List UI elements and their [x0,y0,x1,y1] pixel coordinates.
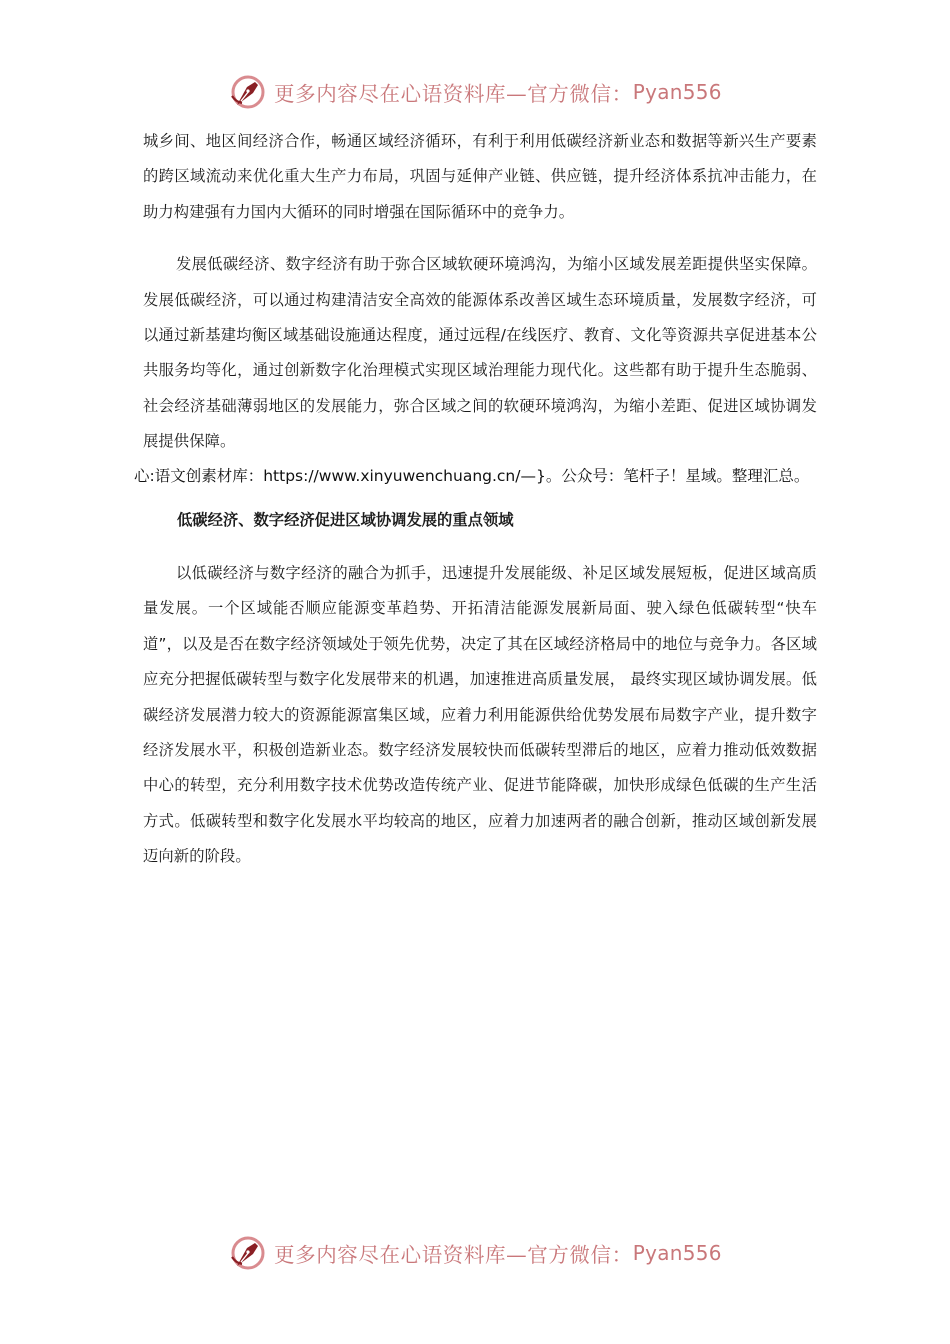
banner-wechat-id: Pyan556 [632,80,722,104]
footer-banner [228,1231,722,1275]
banner-slogan: 更多内容尽在心语资料库—官方微信： [274,82,633,106]
paragraph-1: 城乡间、地区间经济合作，畅通区域经济循环，有利于利用低碳经济新业态和数据等新兴生产要素的跨区域流动来优化重大生产力布局，巩固与延伸产业链、供应链，提升经济体系抗冲击能力，在助力构建强有力国内大循环的同时增强在国际循环中的竞争力。 [143,132,817,221]
paragraph-3: 以低碳经济与数字经济的融合为抓手，迅速提升发展能级、补足区域发展短板，促进区域高质量发展。一个区域能否顺应能源变革趋势、开拓清洁能源发展新局面、驶入绿色低碳转型“快车道”，以及是否在数字经济领域处于领先优势，决定了其在区域经济格局中的地位与竞争力。各区域应充分把握低碳转型与数字化发展带来的机遇，加速推进高质量发展， 最终实现区域协调发展。低碳经济发展潜力较大的资源能源富集区域，应着力利用能源供给优势发展布局数字产业，提升数字经济发展水平，积极创造新业态。数字经济发展较快而低碳转型滞后的地区，应着力推动低效数据中心的转型，充分利用数字技术优势改造传统产业、促进节能降碳，加快形成绿色低碳的生产生活方式。低碳转型和数字化发展水平均较高的地区，应着力加速两者的融合创新，推动区域创新发展迈向新的阶段。 [143,564,817,866]
paragraph-2: 发展低碳经济、数字经济有助于弥合区域软硬环境鸿沟，为缩小区域发展差距提供坚实保障。发展低碳经济，可以通过构建清洁安全高效的能源体系改善区域生态环境质量，发展数字经济，可以通过新基建均衡区域基础设施通达程度，通过远程/在线医疗、教育、文化等资源共享促进基本公共服务均等化，通过创新数字化治理模式实现区域治理能力现代化。这些都有助于提升生态脆弱、社会经济基础薄弱地区的发展能力，弥合区域之间的软硬环境鸿沟，为缩小差距、促进区域协调发展提供保障。 [143,255,817,451]
header-banner [228,70,722,114]
document-body-top [143,124,817,460]
pen-nib-logo-icon [228,72,268,112]
pen-nib-logo-icon [228,1233,268,1273]
banner-wechat-id: Pyan556 [632,1241,722,1265]
banner-slogan: 更多内容尽在心语资料库—官方微信： [274,1243,633,1267]
document-body-main [143,556,817,875]
section-heading: 低碳经济、数字经济促进区域协调发展的重点领域 [177,511,514,529]
source-watermark-line: 心:语文创素材库：https://www.xinyuwenchuang.cn/—}。公众号：笔杆子！星域。整理汇总。 [134,467,810,485]
